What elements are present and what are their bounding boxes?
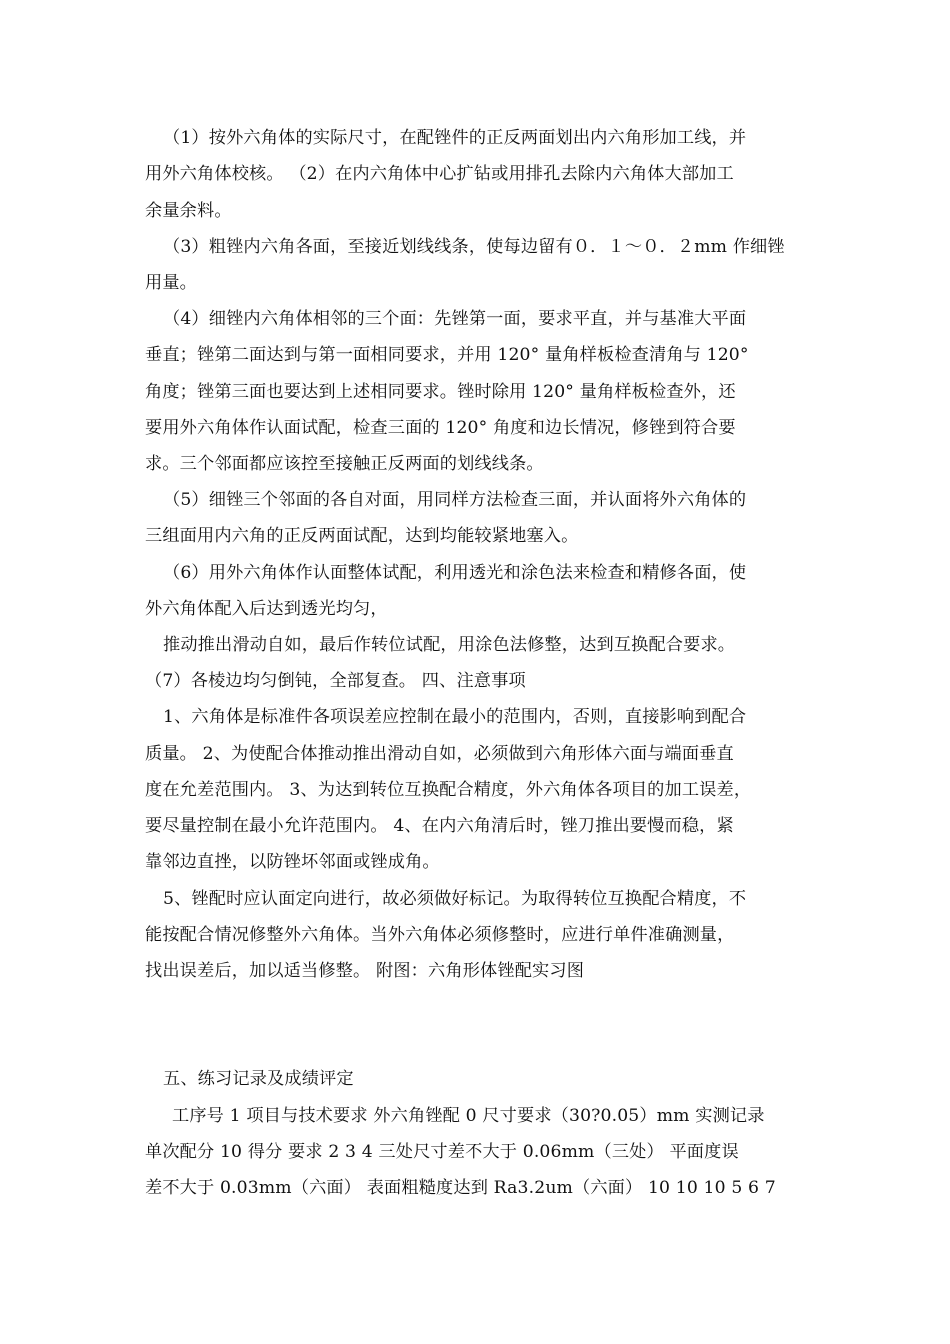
text-line: 5、锉配时应认面定向进行，故必须做好标记。为取得转位互换配合精度，不 xyxy=(163,889,747,909)
text-line: 角度；锉第三面也要达到上述相同要求。锉时除用 120° 量角样板检查外，还 xyxy=(145,382,736,402)
text-line: 用量。 xyxy=(145,273,198,293)
text-line: 1、六角体是标准件各项误差应控制在最小的范围内，否则，直接影响到配合 xyxy=(163,707,747,727)
text-line: （3）粗锉内六角各面，至接近划线线条，使每边留有０．１～０．２mm 作细锉 xyxy=(163,237,785,257)
text-line: 垂直；锉第二面达到与第一面相同要求，并用 120° 量角样板检查清角与 120° xyxy=(145,345,749,365)
text-line: 工序号 1 项目与技术要求 外六角锉配 0 尺寸要求（30?0.05）mm 实测记录 xyxy=(172,1106,765,1126)
text-line: （6）用外六角体作认面整体试配，利用透光和涂色法来检查和精修各面，使 xyxy=(163,563,747,583)
text-line: 单次配分 10 得分 要求 2 3 4 三处尺寸差不大于 0.06mm（三处） 平面度误 xyxy=(145,1142,739,1162)
text-line: 外六角体配入后达到透光均匀， xyxy=(145,599,388,619)
text-line: 求。三个邻面都应该控至接触正反两面的划线线条。 xyxy=(145,454,544,474)
text-line: 靠邻边直挫，以防锉坏邻面或锉成角。 xyxy=(145,852,440,872)
text-line: 要用外六角体作认面试配，检查三面的 120° 角度和边长情况，修锉到符合要 xyxy=(145,418,736,438)
text-line: （1）按外六角体的实际尺寸，在配锉件的正反两面划出内六角形加工线，并 xyxy=(163,128,747,148)
text-line: 余量余料。 xyxy=(145,201,232,221)
text-line: 差不大于 0.03mm（六面） 表面粗糙度达到 Ra3.2um（六面） 10 10 10 5 6 7 xyxy=(145,1178,776,1198)
text-line: 推动推出滑动自如，最后作转位试配，用涂色法修整，达到互换配合要求。 xyxy=(163,635,736,655)
text-line: （5）细锉三个邻面的各自对面，用同样方法检查三面，并认面将外六角体的 xyxy=(163,490,747,510)
text-line: 要尽量控制在最小允许范围内。 4、在内六角清后时，锉刀推出要慢而稳，紧 xyxy=(145,816,734,836)
text-line: 质量。 2、为使配合体推动推出滑动自如，必须做到六角形体六面与端面垂直 xyxy=(145,744,734,764)
text-line: 找出误差后，加以适当修整。 附图：六角形体锉配实习图 xyxy=(145,961,585,981)
section-heading: 五、练习记录及成绩评定 xyxy=(163,1069,354,1089)
text-line: 度在允差范围内。 3、为达到转位互换配合精度，外六角体各项目的加工误差， xyxy=(145,780,752,800)
text-line: （7）各棱边均匀倒钝，全部复查。 四、注意事项 xyxy=(145,671,526,691)
text-line: 三组面用内六角的正反两面试配，达到均能较紧地塞入。 xyxy=(145,526,579,546)
text-line: （4）细锉内六角体相邻的三个面：先锉第一面，要求平直，并与基准大平面 xyxy=(163,309,747,329)
text-line: 能按配合情况修整外六角体。当外六角体必须修整时，应进行单件准确测量， xyxy=(145,925,735,945)
text-line: 用外六角体校核。 （2）在内六角体中心扩钻或用排孔去除内六角体大部加工 xyxy=(145,164,734,184)
